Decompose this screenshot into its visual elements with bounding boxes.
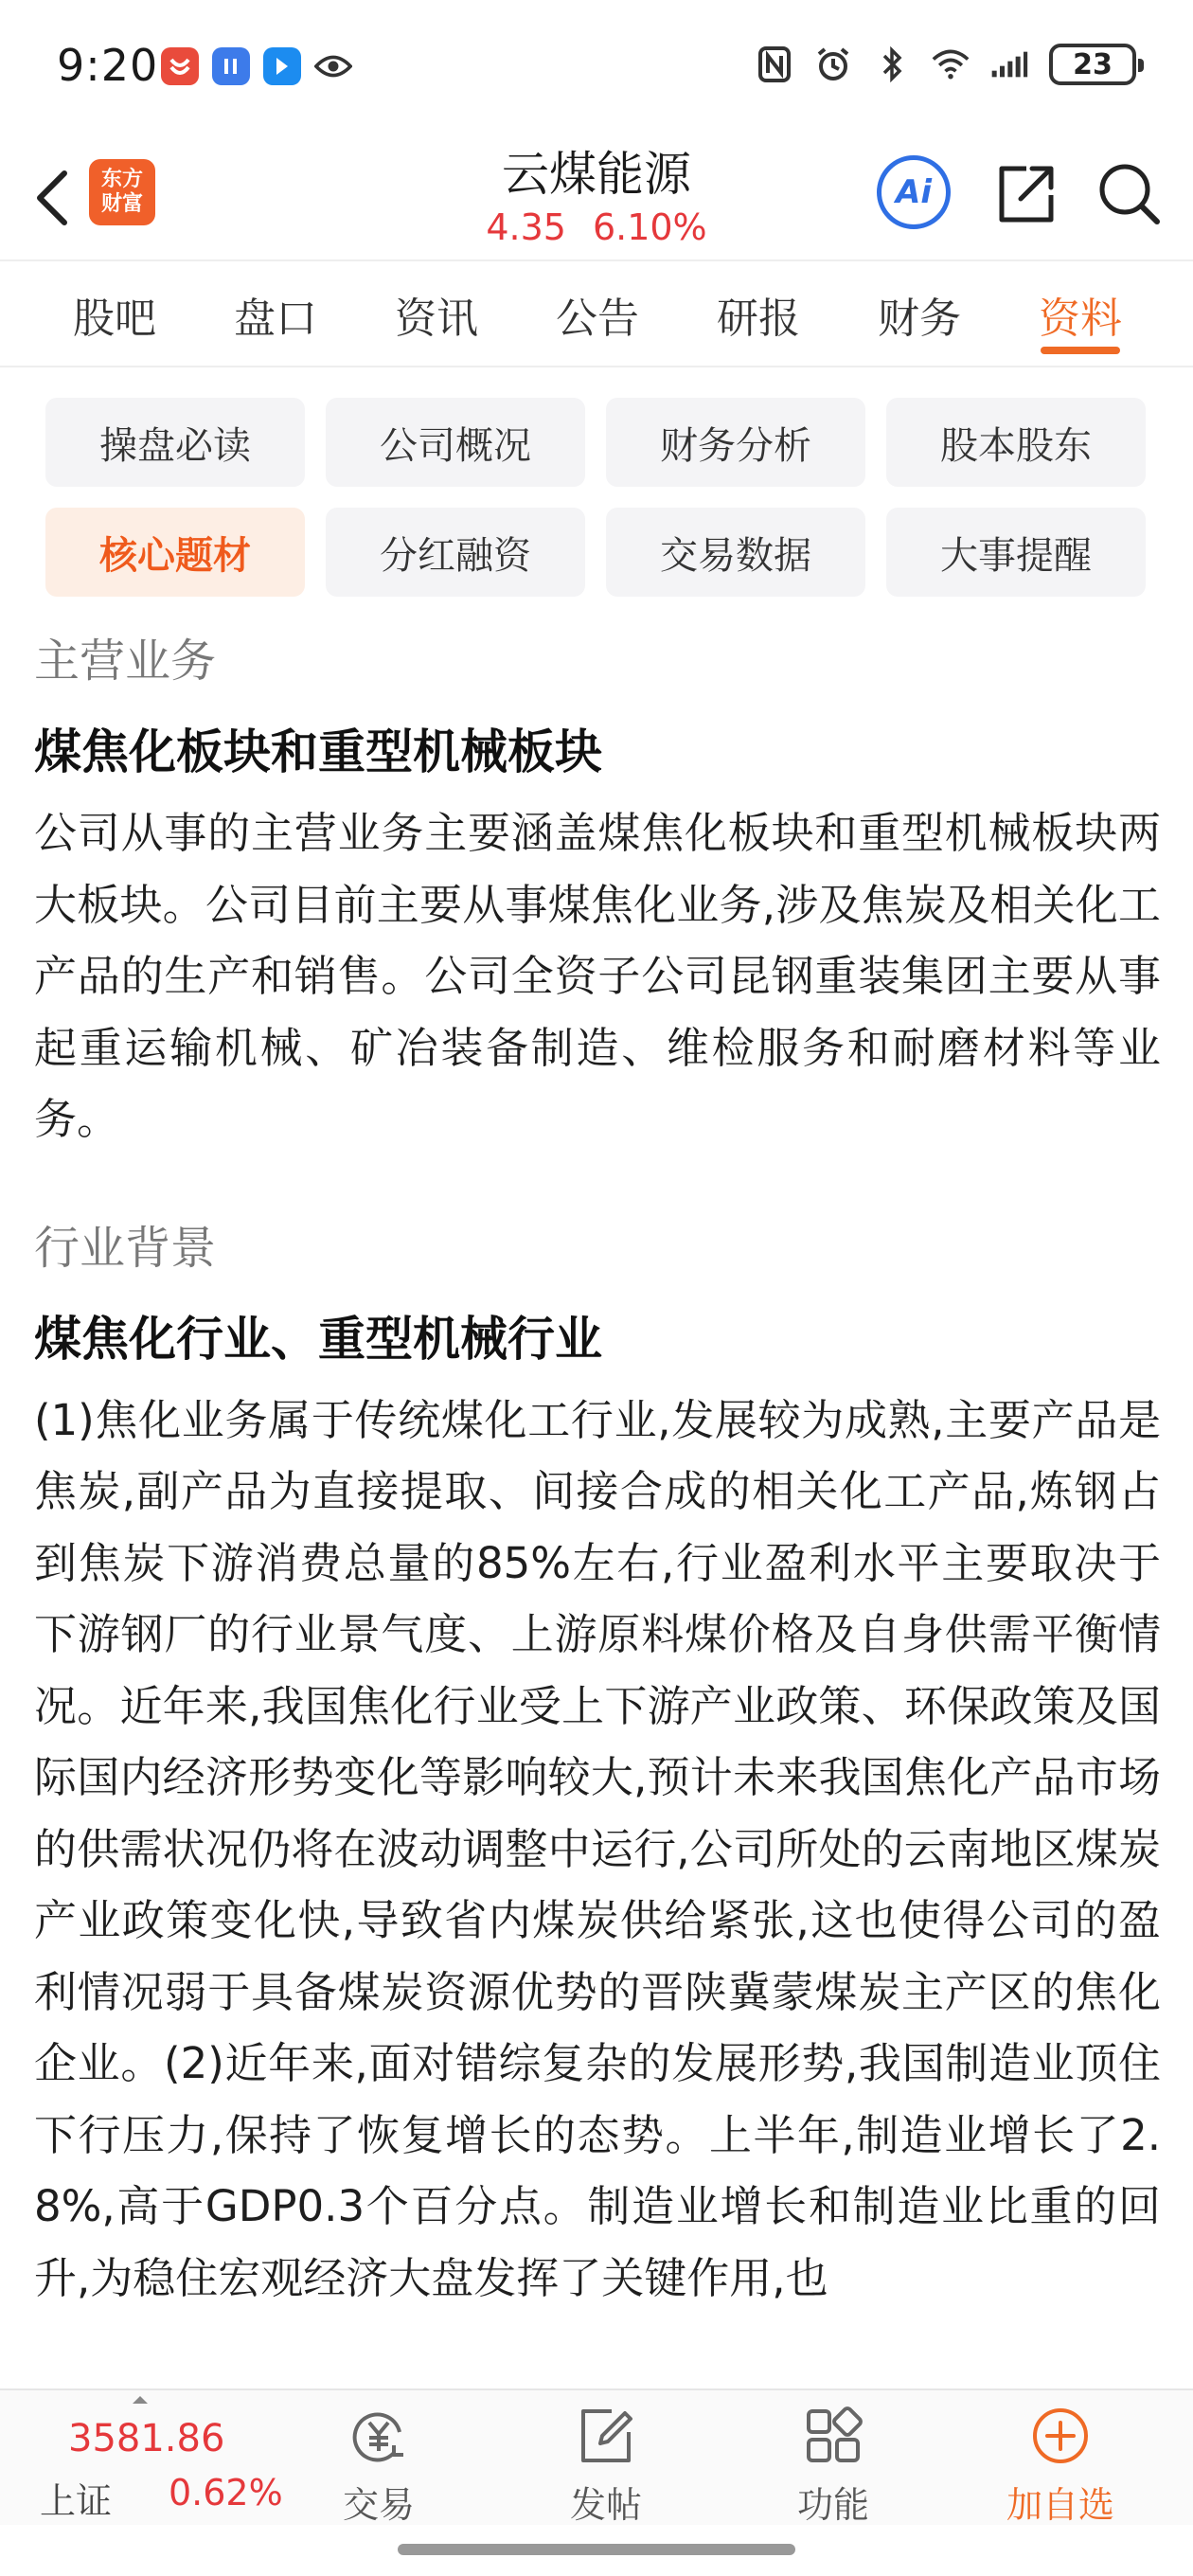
battery-level: 23 — [1073, 47, 1113, 81]
core-themes-content — [34, 616, 1161, 2314]
section-body-industry: (1)焦化业务属于传统煤化工行业,发展较为成熟,主要产品是焦炭,副产品为直接提取、间接合成的相关化工产品,炼钢占到焦炭下游消费总量的85%左右,行业盈利水平主要取决于下游钢厂的行业景气度、上游原料煤价格及自身供需平衡情况。近年来,我国焦化行业受上下游产业政策、环保政策及国际国内经济形势变化等影响较大,预计未来我国焦化产品市场的供需状况仍将在波动调整中运行,公司所处的云南地区煤炭产业政策变化快,导致省内煤炭供给紧张,这也使得公司的盈利情况弱于具备煤炭资源优势的晋陕冀蒙煤炭主产区的焦化企业。(2)近年来,面对错综复杂的发展形势,我国制造业顶住下行压力,保持了恢复增长的态势。上半年,制造业增长了2.8%,高于GDP0.3个百分点。制造业增长和制造业比重的回升,为稳住宏观经济大盘发挥了关键作用,也 — [34, 1394, 1161, 2303]
share-button[interactable] — [988, 155, 1064, 231]
tab-research[interactable]: 研报 — [717, 295, 800, 343]
nav-trade[interactable] — [265, 2390, 492, 2527]
profile-subtabs — [45, 398, 1148, 597]
bookmark-app-icon — [263, 47, 301, 85]
stock-price: 4.35 — [486, 206, 566, 248]
bluetooth-icon — [873, 45, 911, 83]
stock-header — [0, 133, 1193, 261]
index-value: 3581.86 — [68, 2417, 225, 2460]
share-icon — [988, 155, 1064, 231]
tab-finance[interactable]: 财务 — [878, 295, 961, 343]
tab-profile[interactable]: 资料 — [1000, 261, 1161, 367]
nav-add-watchlist-label: 加自选 — [1006, 2484, 1114, 2526]
status-system-icons — [756, 44, 1136, 85]
home-indicator[interactable] — [398, 2544, 795, 2555]
index-ticker[interactable] — [0, 2390, 283, 2527]
chip-dividends[interactable]: 分红融资 — [326, 508, 585, 597]
chip-trading-guide[interactable]: 操盘必读 — [45, 398, 305, 487]
nav-add-watchlist[interactable] — [947, 2390, 1174, 2527]
search-icon — [1091, 155, 1166, 231]
signal-icon — [990, 45, 1028, 83]
eye-icon — [314, 47, 352, 85]
index-change: 0.62% — [169, 2472, 283, 2513]
tab-guba[interactable]: 股吧 — [73, 295, 156, 343]
zhaohang-icon — [161, 47, 199, 85]
battery-indicator — [1049, 44, 1136, 85]
ai-label: Ai — [896, 173, 932, 211]
chip-company-overview[interactable]: 公司概况 — [326, 398, 585, 487]
section-label-industry: 行业背景 — [34, 1221, 217, 1275]
section-body-main-business: 公司从事的主营业务主要涵盖煤焦化板块和重型机械板块两大板块。公司目前主要从事煤焦化业务,涉及焦炭及相关化工产品的生产和销售。公司全资子公司昆钢重装集团主要从事起重运输机械、矿冶装备制造、维检服务和耐磨材料等业务。 — [34, 808, 1161, 1144]
status-time: 9:20 — [57, 40, 159, 91]
alarm-icon — [814, 45, 852, 83]
chip-core-themes[interactable]: 核心题材 — [45, 508, 305, 597]
nav-post-label: 发帖 — [569, 2484, 642, 2526]
tab-pankou[interactable]: 盘口 — [234, 295, 317, 343]
wifi-icon — [932, 45, 970, 83]
grid-icon — [801, 2404, 865, 2468]
tab-news[interactable]: 资讯 — [395, 295, 478, 343]
status-app-icons — [161, 47, 352, 85]
logo-line1: 东方 — [100, 168, 143, 191]
stock-tabs — [0, 261, 1193, 367]
nav-functions[interactable] — [720, 2390, 947, 2527]
post-icon — [574, 2404, 638, 2468]
caret-up-icon — [131, 2394, 150, 2406]
status-bar — [0, 0, 1193, 133]
logo-line2: 财富 — [100, 192, 143, 216]
chip-financial-analysis[interactable]: 财务分析 — [606, 398, 865, 487]
index-name: 上证 — [40, 2480, 113, 2522]
ai-assistant-button[interactable] — [877, 155, 951, 229]
chip-shareholders[interactable]: 股本股东 — [886, 398, 1146, 487]
tab-announcements[interactable]: 公告 — [556, 295, 639, 343]
nav-functions-label: 功能 — [796, 2484, 869, 2526]
bottom-nav — [0, 2388, 1193, 2525]
search-button[interactable] — [1091, 155, 1166, 231]
nav-post[interactable] — [492, 2390, 720, 2527]
section-heading-main-business: 煤焦化板块和重型机械板块 — [34, 724, 602, 779]
chip-events[interactable]: 大事提醒 — [886, 508, 1146, 597]
add-circle-icon — [1028, 2404, 1093, 2468]
chip-trading-data[interactable]: 交易数据 — [606, 508, 865, 597]
section-heading-industry: 煤焦化行业、重型机械行业 — [34, 1311, 602, 1367]
nav-trade-label: 交易 — [342, 2484, 415, 2526]
stock-change-pct: 6.10% — [592, 206, 707, 248]
section-spacer — [34, 1155, 1161, 1203]
pause-app-icon — [212, 47, 250, 85]
section-label-main-business: 主营业务 — [34, 635, 217, 688]
nfc-icon — [756, 45, 793, 83]
trade-icon — [347, 2404, 411, 2468]
stock-name: 云煤能源 — [502, 147, 691, 202]
